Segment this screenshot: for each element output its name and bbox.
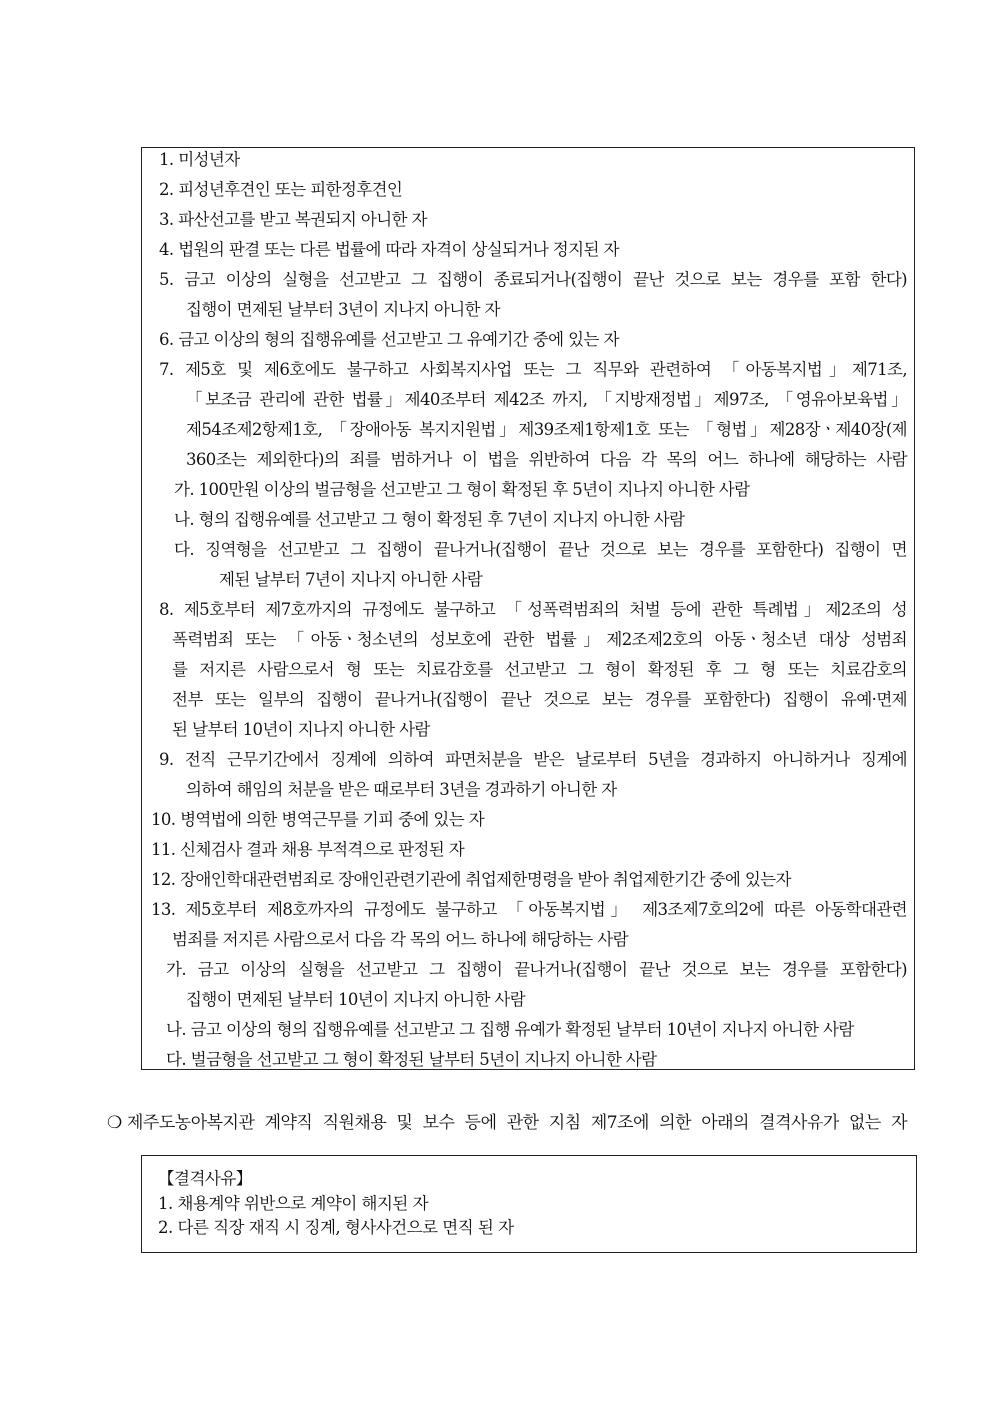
list-line: 7. 제5호 및 제6호에도 불구하고 사회복지사업 또는 그 직무와 관련하여 「아동복지법」제71조, (159, 360, 907, 379)
list-line: 범죄를 저지른 사람으로서 다음 각 목의 어느 하나에 해당하는 사람 (172, 930, 628, 949)
list-line: 를 저지른 사람으로서 형 또는 치료감호를 선고받고 그 형이 확정된 후 그 형 또는 치료감호의 (172, 660, 907, 679)
list-line: 1. 미성년자 (159, 150, 240, 169)
list-line: 가. 금고 이상의 실형을 선고받고 그 집행이 끝나거나(집행이 끝난 것으로 보는 경우를 포함한다) (166, 960, 907, 979)
disqualification-reasons-box (141, 1155, 917, 1253)
list-line: 나. 형의 집행유예를 선고받고 그 형이 확정된 후 7년이 지나지 아니한 사람 (174, 510, 685, 529)
list-line: 다. 징역형을 선고받고 그 집행이 끝나거나(집행이 끝난 것으로 보는 경우를 포함한다) 집행이 면 (174, 540, 907, 559)
list-line: 10. 병역법에 의한 병역근무를 기피 중에 있는 자 (151, 810, 485, 829)
list-line: 다. 벌금형을 선고받고 그 형이 확정된 날부터 5년이 지나지 아니한 사람 (166, 1050, 657, 1069)
list-line: 나. 금고 이상의 형의 집행유예를 선고받고 그 집행 유예가 확정된 날부터 10년이 지나지 아니한 사람 (166, 1020, 854, 1039)
reasons-title: 【결격사유】 (158, 1169, 252, 1188)
list-line: 2. 피성년후견인 또는 피한정후견인 (159, 180, 403, 199)
list-line: 제된 날부터 7년이 지나지 아니한 사람 (219, 570, 483, 589)
list-line: 9. 전직 근무기간에서 징계에 의하여 파면처분을 받은 날로부터 5년을 경과하지 아니하거나 징계에 (159, 750, 907, 769)
list-line: 제54조제2항제1호, 「장애아동 복지지원법」제39조제1항제1호 또는 「형법」제28장ㆍ제40장(제 (186, 420, 907, 439)
list-line: 폭력범죄 또는 「아동ㆍ청소년의 성보호에 관한 법률」제2조제2호의 아동ㆍ청소년 대상 성범죄 (172, 630, 907, 649)
list-line: 12. 장애인학대관련범죄로 장애인관련기관에 취업제한명령을 받아 취업제한기간 중에 있는자 (151, 870, 791, 889)
list-line: 가. 100만원 이상의 벌금형을 선고받고 그 형이 확정된 후 5년이 지나지 아니한 사람 (174, 480, 750, 499)
list-line: 집행이 면제된 날부터 3년이 지나지 아니한 자 (186, 300, 500, 319)
qualification-bullet (107, 1113, 907, 1133)
list-line: 6. 금고 이상의 형의 집행유예를 선고받고 그 유예기간 중에 있는 자 (159, 330, 619, 349)
list-line: 5. 금고 이상의 실형을 선고받고 그 집행이 종료되거나(집행이 끝난 것으로 보는 경우를 포함 한다) (159, 270, 907, 289)
list-line: 된 날부터 10년이 지나지 아니한 사람 (172, 720, 430, 739)
list-line: 3. 파산선고를 받고 복권되지 아니한 자 (159, 210, 427, 229)
list-line: 8. 제5호부터 제7호까지의 규정에도 불구하고 「성폭력범죄의 처벌 등에 관한 특례법」제2조의 성 (159, 600, 907, 619)
circle-bullet-icon: ❍ (107, 1113, 122, 1133)
list-line: 「보조금 관리에 관한 법률」제40조부터 제42조 까지, 「지방재정법」제97조, 「영유아보육법」 (186, 390, 907, 409)
list-line: 360조는 제외한다)의 죄를 범하거나 이 법을 위반하여 다음 각 목의 어느 하나에 해당하는 사람 (186, 450, 907, 469)
qualification-text: 제주도농아복지관 계약직 직원채용 및 보수 등에 관한 지침 제7조에 의한 아래의 결격사유가 없는 자 (127, 1113, 907, 1133)
list-line: 전부 또는 일부의 집행이 끝나거나(집행이 끝난 것으로 보는 경우를 포함한다) 집행이 유예·면제 (172, 690, 907, 709)
list-line: 11. 신체검사 결과 채용 부적격으로 판정된 자 (151, 840, 465, 859)
list-line: 의하여 해임의 처분을 받은 때로부터 3년을 경과하기 아니한 자 (186, 780, 617, 799)
disqualification-list-box (141, 147, 915, 1070)
list-line: 13. 제5호부터 제8호까자의 규정에도 불구하고 「아동복지법」 제3조제7호의2에 따른 아동학대관련 (151, 900, 907, 919)
reason-item: 1. 채용계약 위반으로 계약이 해지된 자 (158, 1194, 429, 1213)
list-line: 집행이 면제된 날부터 10년이 지나지 아니한 사람 (186, 990, 526, 1009)
reason-item: 2. 다른 직장 재직 시 징계, 형사사건으로 면직 된 자 (158, 1218, 514, 1237)
list-line: 4. 법원의 판결 또는 다른 법률에 따라 자격이 상실되거나 정지된 자 (159, 240, 619, 259)
